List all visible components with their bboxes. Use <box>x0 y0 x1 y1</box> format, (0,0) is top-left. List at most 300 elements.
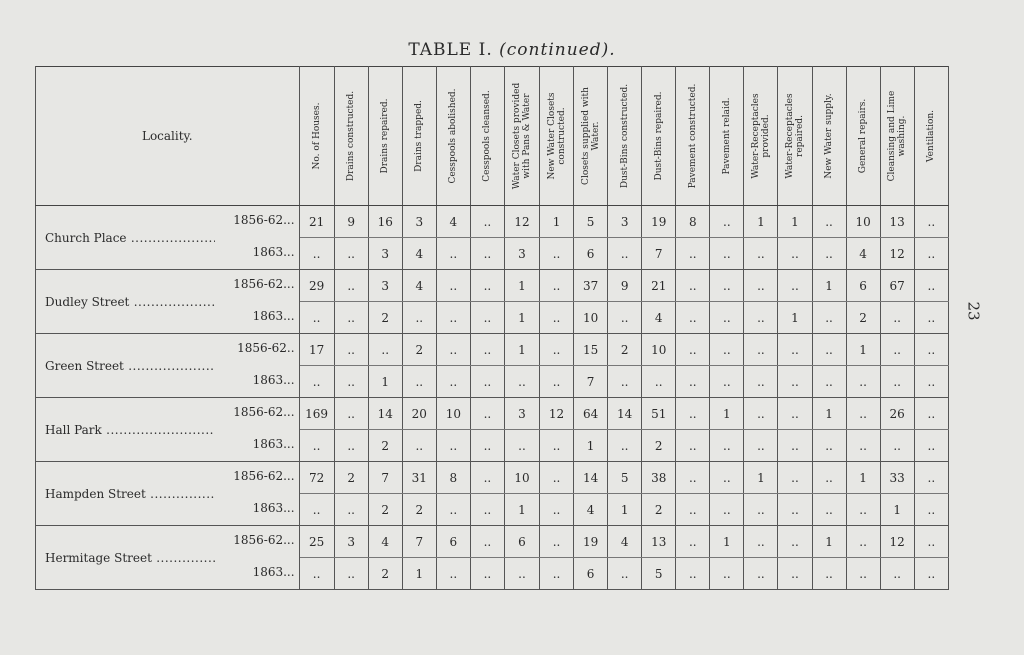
value-cell: .. <box>436 430 470 462</box>
value-cell: .. <box>642 366 676 398</box>
value-cell: .. <box>334 398 368 430</box>
value-cell: .. <box>504 366 539 398</box>
value-cell: 3 <box>334 526 368 558</box>
value-cell: 10 <box>574 302 608 334</box>
place-name: Church Place ..... <box>45 231 215 245</box>
value-cell: .. <box>540 494 574 526</box>
value-cell: .. <box>334 334 368 366</box>
value-cell: 1 <box>846 462 880 494</box>
value-cell: 2 <box>846 302 880 334</box>
column-header <box>334 67 368 206</box>
value-cell: 10 <box>642 334 676 366</box>
period-label: 1863... <box>252 436 295 451</box>
value-cell: 2 <box>642 430 676 462</box>
table-row <box>36 462 949 494</box>
value-cell: .. <box>778 270 812 302</box>
value-cell: 1 <box>504 494 539 526</box>
value-cell: 4 <box>642 302 676 334</box>
value-cell: .. <box>676 302 710 334</box>
locality-block <box>36 335 299 397</box>
value-cell: 12 <box>540 398 574 430</box>
column-header <box>608 67 642 206</box>
column-header-label: Closets supplied with Water. <box>580 87 601 185</box>
value-cell: .. <box>299 238 334 270</box>
value-cell: .. <box>334 302 368 334</box>
column-header-label: General repairs. <box>858 98 869 174</box>
value-cell: 1 <box>540 206 574 238</box>
value-cell: .. <box>744 238 778 270</box>
value-cell: 12 <box>880 526 914 558</box>
period-label: 1856-62... <box>233 404 295 419</box>
value-cell: 20 <box>402 398 436 430</box>
value-cell: .. <box>812 462 846 494</box>
value-cell: 1 <box>368 366 402 398</box>
value-cell: .. <box>504 430 539 462</box>
column-header <box>504 67 539 206</box>
value-cell: 64 <box>574 398 608 430</box>
value-cell: .. <box>540 430 574 462</box>
value-cell: .. <box>470 238 504 270</box>
column-header-label: Dust-Bins repaired. <box>653 91 664 181</box>
value-cell: .. <box>710 206 744 238</box>
period-label: 1863... <box>252 564 295 579</box>
title-continued: (continued). <box>499 40 616 60</box>
value-cell: 4 <box>402 270 436 302</box>
value-cell: .. <box>914 526 948 558</box>
locality-cell <box>36 206 300 270</box>
period-label: 1856-62.. <box>237 340 295 355</box>
column-header-label: Water-Receptacles provided. <box>750 93 771 179</box>
value-cell: .. <box>470 398 504 430</box>
value-cell: 3 <box>608 206 642 238</box>
column-header <box>778 67 812 206</box>
value-cell: .. <box>778 366 812 398</box>
locality-cell <box>36 398 300 462</box>
value-cell: 1 <box>846 334 880 366</box>
locality-cell <box>36 270 300 334</box>
place-name: Dudley Street ..... <box>45 295 215 309</box>
value-cell: 10 <box>436 398 470 430</box>
value-cell: 31 <box>402 462 436 494</box>
value-cell: .. <box>436 302 470 334</box>
header-row <box>36 67 949 206</box>
value-cell: 3 <box>504 398 539 430</box>
value-cell: .. <box>710 270 744 302</box>
value-cell: 169 <box>299 398 334 430</box>
locality-block <box>36 207 299 269</box>
value-cell: .. <box>778 398 812 430</box>
value-cell: 1 <box>504 334 539 366</box>
column-header <box>676 67 710 206</box>
value-cell: .. <box>436 494 470 526</box>
value-cell: 19 <box>642 206 676 238</box>
value-cell: 33 <box>880 462 914 494</box>
value-cell: .. <box>299 366 334 398</box>
column-header <box>744 67 778 206</box>
value-cell: .. <box>778 334 812 366</box>
value-cell: 4 <box>846 238 880 270</box>
column-header <box>642 67 676 206</box>
locality-block <box>36 463 299 525</box>
value-cell: 14 <box>368 398 402 430</box>
value-cell: .. <box>812 494 846 526</box>
value-cell: 4 <box>436 206 470 238</box>
table-row <box>36 334 949 366</box>
value-cell: .. <box>812 238 846 270</box>
locality-block <box>36 271 299 333</box>
value-cell: 25 <box>299 526 334 558</box>
column-header-label: Dust-Bins constructed. <box>619 83 630 189</box>
period-label: 1863... <box>252 308 295 323</box>
value-cell: .. <box>608 430 642 462</box>
value-cell: .. <box>914 206 948 238</box>
value-cell: .. <box>744 366 778 398</box>
sanitary-works-table <box>35 66 949 590</box>
column-header <box>812 67 846 206</box>
value-cell: 1 <box>504 270 539 302</box>
value-cell: .. <box>334 366 368 398</box>
column-header <box>710 67 744 206</box>
value-cell: .. <box>540 238 574 270</box>
value-cell: .. <box>846 558 880 590</box>
value-cell: 1 <box>812 526 846 558</box>
value-cell: 7 <box>402 526 436 558</box>
value-cell: 14 <box>608 398 642 430</box>
value-cell: .. <box>880 366 914 398</box>
value-cell: 67 <box>880 270 914 302</box>
value-cell: .. <box>744 302 778 334</box>
value-cell: .. <box>436 238 470 270</box>
value-cell: .. <box>744 430 778 462</box>
value-cell: .. <box>540 526 574 558</box>
value-cell: .. <box>334 494 368 526</box>
value-cell: 17 <box>299 334 334 366</box>
place-name: Hermitage Street ..... <box>45 551 215 565</box>
value-cell: .. <box>368 334 402 366</box>
value-cell: .. <box>436 270 470 302</box>
place-name: Hampden Street ..... <box>45 487 215 501</box>
value-cell: .. <box>710 494 744 526</box>
value-cell: .. <box>914 366 948 398</box>
value-cell: 3 <box>504 238 539 270</box>
period-label: 1856-62... <box>233 212 295 227</box>
value-cell: 10 <box>846 206 880 238</box>
value-cell: 21 <box>642 270 676 302</box>
value-cell: .. <box>710 238 744 270</box>
column-header-label: New Water supply. <box>824 93 835 179</box>
column-header <box>402 67 436 206</box>
value-cell: .. <box>710 366 744 398</box>
value-cell: 14 <box>574 462 608 494</box>
column-header <box>540 67 574 206</box>
value-cell: .. <box>540 366 574 398</box>
value-cell: 1 <box>402 558 436 590</box>
column-header-label: Cleansing and Lime washing. <box>887 90 908 182</box>
value-cell: 1 <box>710 526 744 558</box>
value-cell: .. <box>676 494 710 526</box>
value-cell: .. <box>744 558 778 590</box>
table-row <box>36 398 949 430</box>
value-cell: .. <box>334 270 368 302</box>
column-header-label: Drains constructed. <box>346 90 357 182</box>
column-header-label: Water-Receptacles repaired. <box>784 93 805 179</box>
value-cell: 1 <box>744 206 778 238</box>
table-row <box>36 270 949 302</box>
value-cell: .. <box>880 430 914 462</box>
locality-cell <box>36 462 300 526</box>
value-cell: .. <box>846 494 880 526</box>
value-cell: 8 <box>436 462 470 494</box>
column-header-label: Drains trapped. <box>414 100 425 172</box>
value-cell: 3 <box>368 238 402 270</box>
value-cell: 6 <box>574 558 608 590</box>
value-cell: .. <box>470 206 504 238</box>
value-cell: 1 <box>812 398 846 430</box>
value-cell: 19 <box>574 526 608 558</box>
value-cell: .. <box>299 558 334 590</box>
value-cell: .. <box>540 302 574 334</box>
title-text: TABLE I. <box>408 40 493 60</box>
value-cell: .. <box>914 398 948 430</box>
value-cell: 2 <box>368 302 402 334</box>
value-cell: 72 <box>299 462 334 494</box>
period-label: 1863... <box>252 244 295 259</box>
value-cell: .. <box>470 494 504 526</box>
value-cell: .. <box>914 302 948 334</box>
value-cell: .. <box>676 366 710 398</box>
value-cell: .. <box>914 430 948 462</box>
value-cell: .. <box>880 302 914 334</box>
value-cell: .. <box>676 334 710 366</box>
value-cell: .. <box>299 494 334 526</box>
value-cell: 3 <box>368 270 402 302</box>
place-name: Hall Park ..... <box>45 423 215 437</box>
value-cell: 29 <box>299 270 334 302</box>
page-number: 23 <box>964 301 983 321</box>
column-header-label: Ventilation. <box>926 109 937 163</box>
value-cell: .. <box>880 558 914 590</box>
value-cell: .. <box>710 302 744 334</box>
value-cell: .. <box>846 430 880 462</box>
value-cell: .. <box>436 334 470 366</box>
value-cell: 1 <box>710 398 744 430</box>
table-row <box>36 526 949 558</box>
value-cell: .. <box>778 558 812 590</box>
locality-block <box>36 527 299 589</box>
value-cell: 4 <box>402 238 436 270</box>
value-cell: .. <box>470 334 504 366</box>
value-cell: 2 <box>402 334 436 366</box>
value-cell: .. <box>710 558 744 590</box>
value-cell: 5 <box>642 558 676 590</box>
value-cell: 1 <box>778 302 812 334</box>
value-cell: .. <box>540 558 574 590</box>
value-cell: .. <box>914 494 948 526</box>
value-cell: 1 <box>880 494 914 526</box>
value-cell: 1 <box>744 462 778 494</box>
value-cell: .. <box>710 462 744 494</box>
value-cell: .. <box>710 334 744 366</box>
value-cell: .. <box>846 526 880 558</box>
column-header-label: Cesspools cleansed. <box>482 90 493 182</box>
value-cell: 4 <box>368 526 402 558</box>
column-header <box>880 67 914 206</box>
value-cell: 2 <box>368 430 402 462</box>
value-cell: 6 <box>574 238 608 270</box>
value-cell: .. <box>676 398 710 430</box>
value-cell: 5 <box>574 206 608 238</box>
column-header <box>436 67 470 206</box>
value-cell: .. <box>402 302 436 334</box>
column-header <box>470 67 504 206</box>
value-cell: .. <box>846 366 880 398</box>
value-cell: 1 <box>608 494 642 526</box>
value-cell: 1 <box>504 302 539 334</box>
value-cell: .. <box>608 302 642 334</box>
locality-cell <box>36 526 300 590</box>
value-cell: 7 <box>368 462 402 494</box>
column-header <box>914 67 948 206</box>
value-cell: .. <box>470 558 504 590</box>
column-header <box>299 67 334 206</box>
value-cell: 7 <box>642 238 676 270</box>
period-label: 1856-62... <box>233 468 295 483</box>
locality-cell <box>36 334 300 398</box>
value-cell: .. <box>540 462 574 494</box>
value-cell: .. <box>402 430 436 462</box>
value-cell: 3 <box>402 206 436 238</box>
table-row <box>36 206 949 238</box>
value-cell: 9 <box>334 206 368 238</box>
value-cell: .. <box>778 526 812 558</box>
value-cell: .. <box>470 430 504 462</box>
value-cell: 15 <box>574 334 608 366</box>
value-cell: .. <box>676 526 710 558</box>
value-cell: .. <box>710 430 744 462</box>
value-cell: .. <box>812 366 846 398</box>
value-cell: .. <box>470 270 504 302</box>
value-cell: .. <box>608 558 642 590</box>
value-cell: 1 <box>812 270 846 302</box>
value-cell: .. <box>436 558 470 590</box>
locality-header: Locality. <box>36 67 300 206</box>
value-cell: 8 <box>676 206 710 238</box>
value-cell: .. <box>676 558 710 590</box>
value-cell: .. <box>812 302 846 334</box>
value-cell: 12 <box>880 238 914 270</box>
value-cell: .. <box>812 558 846 590</box>
value-cell: .. <box>914 334 948 366</box>
value-cell: .. <box>744 526 778 558</box>
value-cell: 6 <box>504 526 539 558</box>
value-cell: .. <box>402 366 436 398</box>
locality-block <box>36 399 299 461</box>
value-cell: .. <box>334 430 368 462</box>
value-cell: .. <box>470 302 504 334</box>
column-header <box>846 67 880 206</box>
value-cell: .. <box>540 270 574 302</box>
value-cell: 2 <box>608 334 642 366</box>
value-cell: .. <box>470 462 504 494</box>
column-header-label: Water Closets provided with Pans & Water <box>511 82 532 190</box>
column-header-label: Pavement relaid. <box>721 97 732 175</box>
value-cell: 2 <box>642 494 676 526</box>
value-cell: .. <box>299 302 334 334</box>
value-cell: .. <box>744 398 778 430</box>
column-header-label: Cesspools abolished. <box>448 88 459 184</box>
value-cell: .. <box>744 334 778 366</box>
value-cell: 2 <box>368 494 402 526</box>
value-cell: 38 <box>642 462 676 494</box>
value-cell: 26 <box>880 398 914 430</box>
value-cell: .. <box>744 494 778 526</box>
table-title <box>0 40 1024 60</box>
value-cell: 10 <box>504 462 539 494</box>
value-cell: .. <box>744 270 778 302</box>
value-cell: .. <box>608 238 642 270</box>
value-cell: .. <box>504 558 539 590</box>
value-cell: 9 <box>608 270 642 302</box>
value-cell: .. <box>812 206 846 238</box>
column-header-label: Drains repaired. <box>380 98 391 174</box>
period-label: 1856-62... <box>233 276 295 291</box>
value-cell: 2 <box>402 494 436 526</box>
value-cell: .. <box>914 270 948 302</box>
value-cell: .. <box>470 366 504 398</box>
value-cell: .. <box>914 558 948 590</box>
value-cell: .. <box>676 238 710 270</box>
value-cell: .. <box>846 398 880 430</box>
value-cell: .. <box>812 430 846 462</box>
value-cell: .. <box>436 366 470 398</box>
column-header-label: No. of Houses. <box>311 102 322 170</box>
value-cell: .. <box>778 462 812 494</box>
column-header-label: New Water Closets constructed. <box>546 92 567 180</box>
value-cell: .. <box>299 430 334 462</box>
value-cell: .. <box>608 366 642 398</box>
period-label: 1863... <box>252 372 295 387</box>
value-cell: 13 <box>880 206 914 238</box>
value-cell: .. <box>676 462 710 494</box>
place-name: Green Street ..... <box>45 359 215 373</box>
period-label: 1863... <box>252 500 295 515</box>
value-cell: 6 <box>846 270 880 302</box>
value-cell: .. <box>778 494 812 526</box>
value-cell: .. <box>470 526 504 558</box>
value-cell: 13 <box>642 526 676 558</box>
value-cell: .. <box>676 430 710 462</box>
value-cell: .. <box>540 334 574 366</box>
value-cell: .. <box>334 238 368 270</box>
value-cell: .. <box>778 430 812 462</box>
value-cell: .. <box>914 238 948 270</box>
column-header <box>574 67 608 206</box>
value-cell: 1 <box>778 206 812 238</box>
value-cell: .. <box>812 334 846 366</box>
value-cell: 5 <box>608 462 642 494</box>
value-cell: 2 <box>368 558 402 590</box>
value-cell: 7 <box>574 366 608 398</box>
value-cell: 12 <box>504 206 539 238</box>
value-cell: .. <box>880 334 914 366</box>
value-cell: 4 <box>574 494 608 526</box>
value-cell: .. <box>914 462 948 494</box>
value-cell: 16 <box>368 206 402 238</box>
value-cell: .. <box>676 270 710 302</box>
value-cell: .. <box>334 558 368 590</box>
value-cell: 6 <box>436 526 470 558</box>
value-cell: 1 <box>574 430 608 462</box>
